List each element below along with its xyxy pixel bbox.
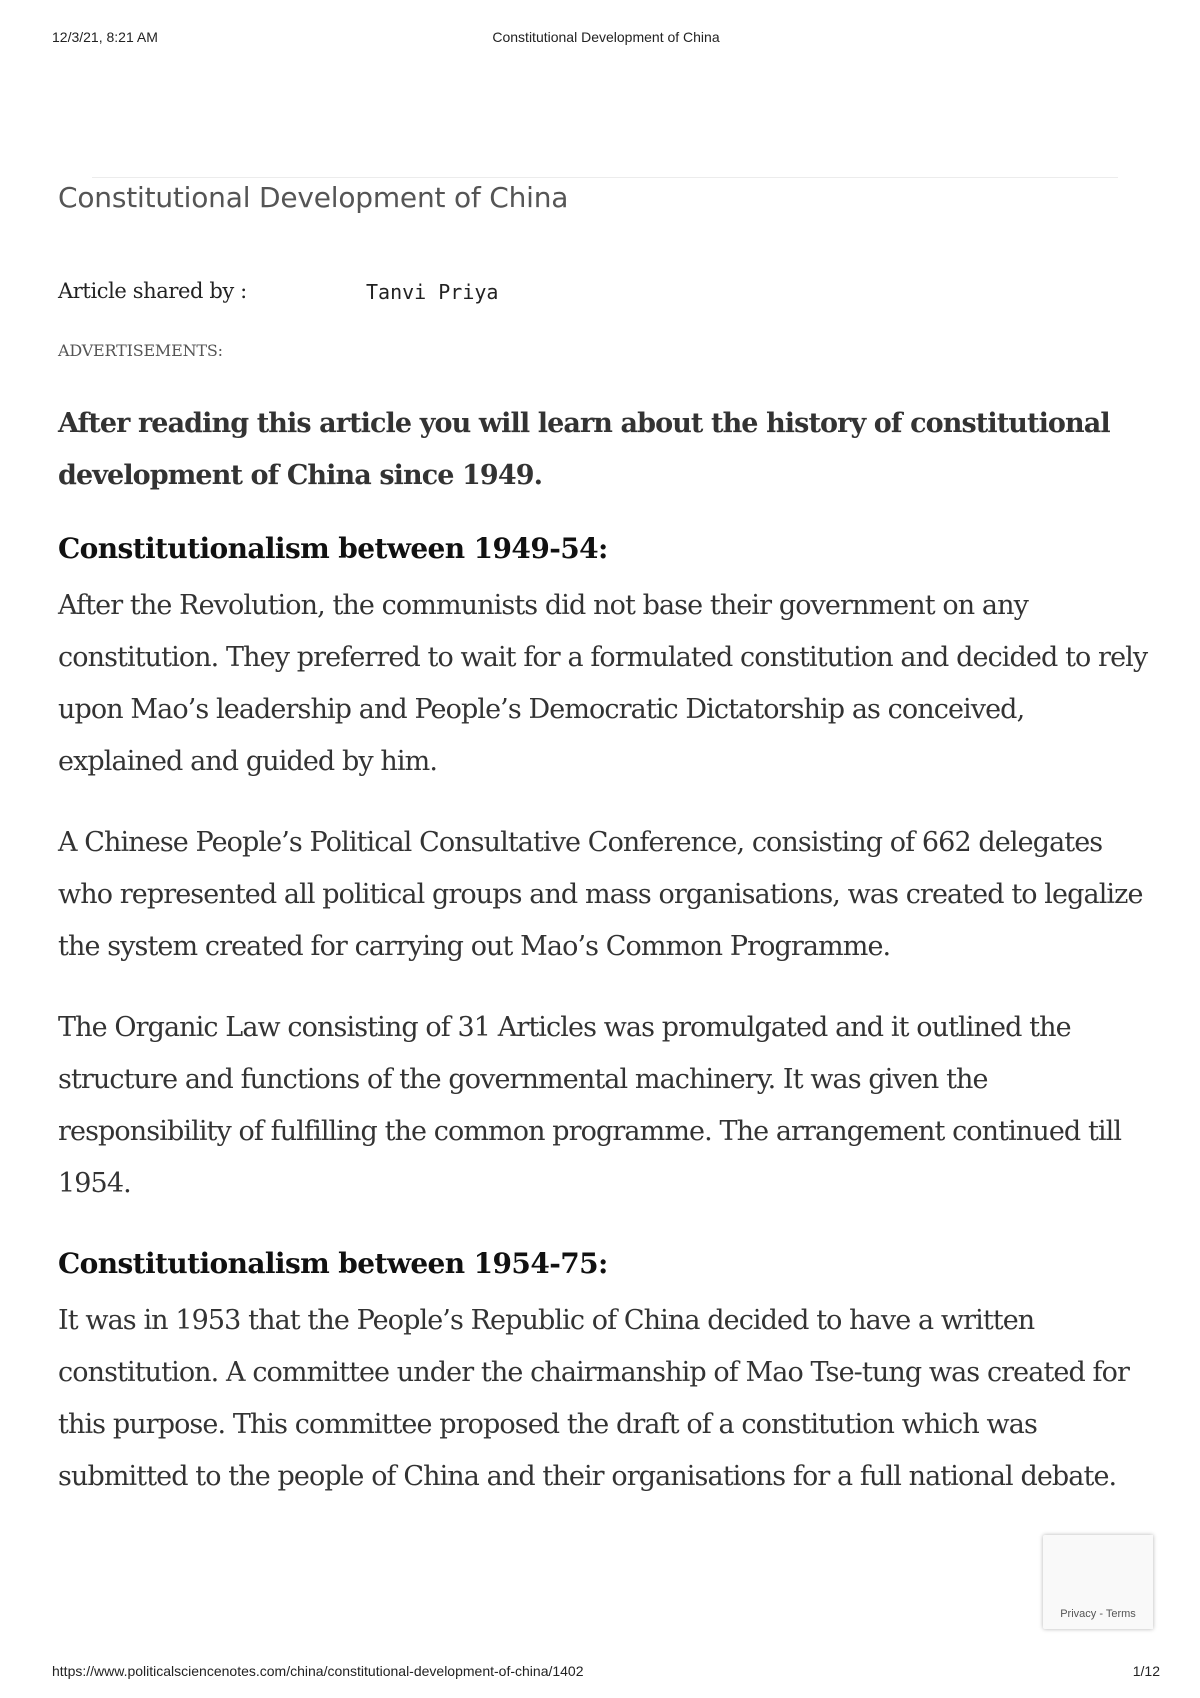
advertisements-label: ADVERTISEMENTS:: [58, 341, 223, 360]
recaptcha-badge[interactable]: [1043, 1535, 1153, 1629]
section-heading: Constitutionalism between 1949-54:: [58, 532, 608, 565]
print-datetime: 12/3/21, 8:21 AM: [52, 29, 158, 45]
print-header: [52, 29, 1160, 49]
paragraph: After the Revolution, the communists did not base their government on any constitution. They preferred to wait for a formulated constitution and decided to rely upon Mao’s leadership and People’s Democratic Dictatorship as conceived, explained and guided by him.: [58, 590, 1148, 777]
title-divider: [92, 177, 1118, 178]
paragraph: It was in 1953 that the People’s Republic of China decided to have a written constitution. A committee under the chairmanship of Mao Tse-tung was created for this purpose. This committee proposed the draft of a constitution which was submitted to the people of China and their organisations for a full national debate.: [58, 1305, 1130, 1492]
article-intro: After reading this article you will learn about the history of constitutional development of China since 1949.: [58, 408, 1110, 491]
article-title: Constitutional Development of China: [58, 181, 569, 214]
print-footer: [52, 1663, 1160, 1683]
section-heading: Constitutionalism between 1954-75:: [58, 1247, 608, 1280]
paragraph: The Organic Law consisting of 31 Articles was promulgated and it outlined the structure and functions of the governmental machinery. It was given the responsibility of fulfilling the common programme. The arrangement continued till 1954.: [58, 1012, 1122, 1199]
recaptcha-privacy-terms[interactable]: Privacy - Terms: [1060, 1608, 1136, 1620]
print-page-number: 1/12: [1132, 1663, 1160, 1679]
byline-label: Article shared by :: [58, 279, 247, 303]
print-page-title: Constitutional Development of China: [492, 29, 720, 45]
paragraph: A Chinese People’s Political Consultative Conference, consisting of 662 delegates who represented all political groups and mass organisations, was created to legalize the system created for carrying out Mao’s Common Programme.: [58, 827, 1143, 962]
author-name[interactable]: Tanvi Priya: [366, 280, 499, 304]
article-body: [58, 398, 1150, 1532]
print-url: https://www.politicalsciencenotes.com/china/constitutional-development-of-china/1402: [52, 1663, 584, 1679]
